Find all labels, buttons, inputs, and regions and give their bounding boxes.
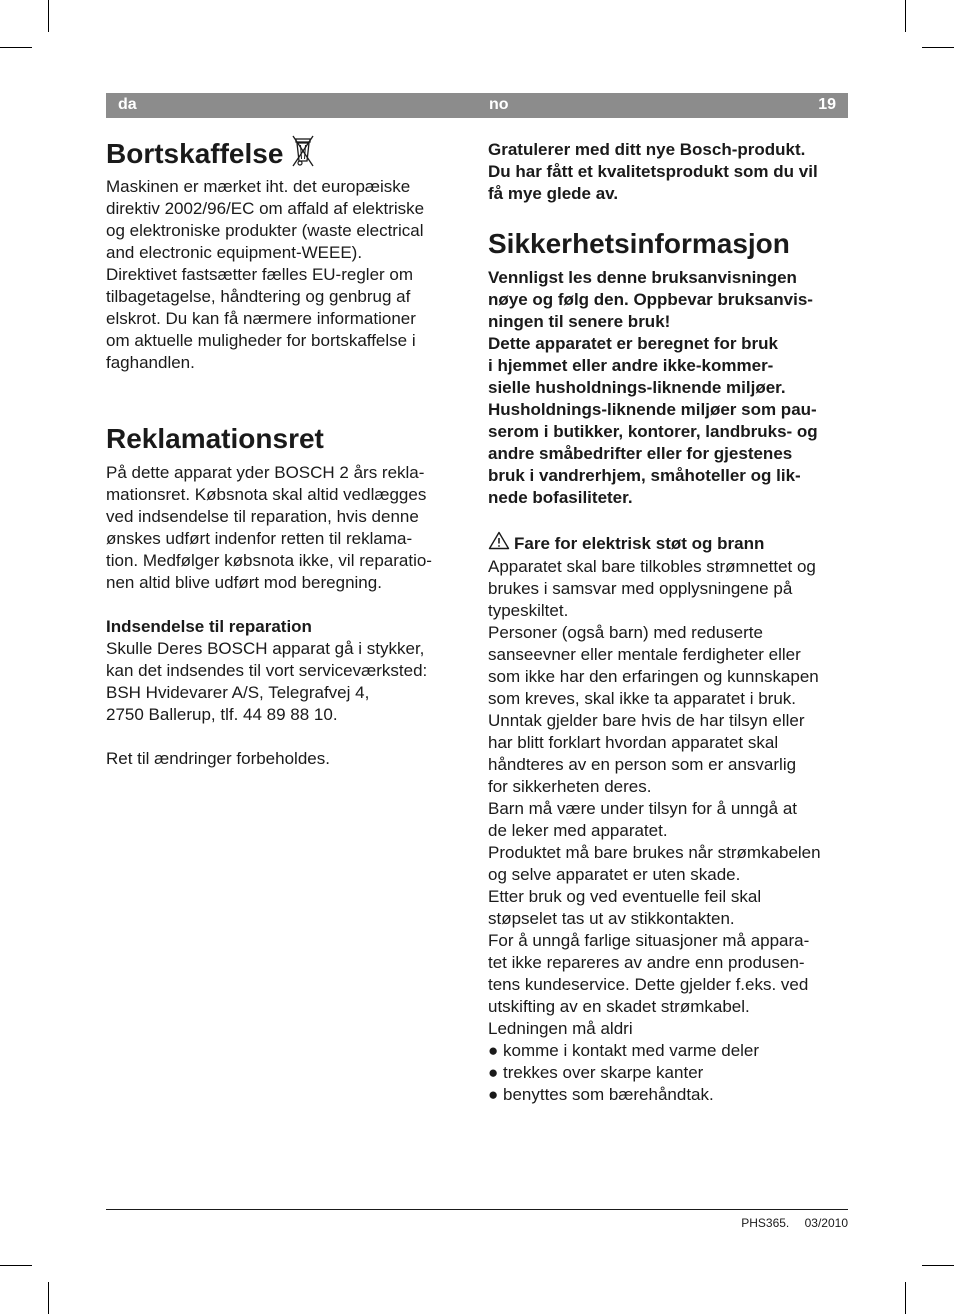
text-line: Produktet må bare brukes når strømkabelen	[488, 843, 821, 862]
text-line: andre småbedrifter eller for gjestenes	[488, 444, 793, 463]
crop-mark	[48, 1282, 49, 1314]
text-line: 2750 Ballerup, tlf. 44 89 88 10.	[106, 705, 338, 724]
warning-heading-text: Fare for elektrisk støt og brann	[514, 533, 765, 553]
text-line: om aktuelle muligheder for bortskaffelse i	[106, 331, 416, 350]
text-line: støpselet tas ut av stikkontakten.	[488, 909, 735, 928]
text-line: nen altid blive udført mod beregning.	[106, 573, 382, 592]
list-item: ● trekkes over skarpe kanter	[488, 1062, 850, 1084]
disposal-body	[106, 176, 464, 374]
text-line: ningen til senere bruk!	[488, 312, 671, 331]
page-header-bar	[106, 93, 848, 118]
text-line: de leker med apparatet.	[488, 821, 668, 840]
text-line: sielle husholdnings-liknende miljøer.	[488, 378, 786, 397]
text-line: Vennligst les denne bruksanvisningen	[488, 268, 797, 287]
text-line: direktiv 2002/96/EC om affald af elektriske	[106, 199, 425, 218]
crop-mark	[0, 47, 32, 48]
disposal-title-row	[106, 132, 464, 176]
text-line: Barn må være under tilsyn for å unngå at	[488, 799, 797, 818]
text-line: bruk i vandrerhjem, småhoteller og lik-	[488, 466, 801, 485]
text-line: i hjemmet eller andre ikke-kommer-	[488, 356, 774, 375]
crop-mark	[48, 0, 49, 32]
congratulations-intro	[488, 139, 850, 205]
text-line: og selve apparatet er uten skade.	[488, 865, 741, 884]
text-line: nede bofasiliteter.	[488, 488, 633, 507]
text-line: Unntak gjelder bare hvis de har tilsyn eller	[488, 711, 805, 730]
text-line: elskrot. Du kan få nærmere informationer	[106, 309, 416, 328]
text-line: Du har fått et kvalitetsprodukt som du vil	[488, 162, 818, 181]
text-line: Maskinen er mærket iht. det europæiske	[106, 177, 411, 196]
crop-mark	[905, 0, 906, 32]
text-line: Direktivet fastsætter fælles EU-regler om	[106, 265, 414, 284]
text-line: and electronic equipment-WEEE).	[106, 243, 363, 262]
left-column	[106, 132, 464, 770]
crop-mark	[0, 1265, 32, 1266]
electric-shock-warning-heading	[488, 531, 850, 556]
text-line: Skulle Deres BOSCH apparat gå i stykker,	[106, 639, 425, 658]
list-item: ● benyttes som bærehåndtak.	[488, 1084, 850, 1106]
text-line: Husholdnings-liknende miljøer som pau-	[488, 400, 817, 419]
changes-reserved-note: Ret til ændringer forbeholdes.	[106, 749, 330, 768]
warranty-heading: Reklamationsret	[106, 423, 324, 454]
crop-mark	[905, 1282, 906, 1314]
text-line: tet ikke repareres av andre enn produsen-	[488, 953, 805, 972]
page-number: 19	[818, 96, 836, 113]
text-line: typeskiltet.	[488, 601, 569, 620]
page-footer	[741, 1216, 848, 1230]
text-line: BSH Hvidevarer A/S, Telegrafvej 4,	[106, 683, 370, 702]
text-line: kan det indsendes til vort serviceværksted:	[106, 661, 428, 680]
text-line: for sikkerheten deres.	[488, 777, 652, 796]
safety-intro-bold	[488, 267, 850, 509]
text-line: tens kundeservice. Dette gjelder f.eks. ved	[488, 975, 809, 994]
repair-body	[106, 638, 464, 726]
text-line: ønskes udført indenfor retten til reklama-	[106, 529, 413, 548]
text-line: Dette apparatet er beregnet for bruk	[488, 334, 779, 353]
safety-body	[488, 556, 850, 1040]
text-line: Apparatet skal bare tilkobles strømnettet og	[488, 557, 816, 576]
text-line: ved indsendelse til reparation, hvis denne	[106, 507, 419, 526]
repair-subheading: Indsendelse til reparation	[106, 617, 312, 636]
text-line: Ledningen må aldri	[488, 1019, 633, 1038]
crossed-out-wheelie-bin-icon	[291, 134, 315, 174]
text-line: For å unngå farlige situasjoner må appara-	[488, 931, 810, 950]
warranty-body	[106, 462, 464, 594]
text-line: få mye glede av.	[488, 184, 619, 203]
right-column	[488, 132, 850, 1106]
disposal-heading: Bortskaffelse	[106, 138, 284, 169]
text-line: tilbagetagelse, håndtering og genbrug af	[106, 287, 411, 306]
text-line: Personer (også barn) med reduserte	[488, 623, 763, 642]
cord-rules-list	[488, 1040, 850, 1106]
text-line: serom i butikker, kontorer, landbruks- og	[488, 422, 818, 441]
text-line: Gratulerer med ditt nye Bosch-produkt.	[488, 140, 806, 159]
text-line: håndteres av en person som er ansvarlig	[488, 755, 797, 774]
text-line: tion. Medfølger købsnota ikke, vil reparatio-	[106, 551, 432, 570]
text-line: som kreves, skal ikke ta apparatet i bruk.	[488, 689, 797, 708]
text-line: faghandlen.	[106, 353, 195, 372]
list-item: ● komme i kontakt med varme deler	[488, 1040, 850, 1062]
language-tag-no: no	[489, 96, 509, 113]
text-line: På dette apparat yder BOSCH 2 års rekla-	[106, 463, 425, 482]
text-line: nøye og følg den. Oppbevar bruksanvis-	[488, 290, 813, 309]
language-tag-da: da	[118, 96, 137, 113]
text-line: utskifting av en skadet strømkabel.	[488, 997, 750, 1016]
text-line: Etter bruk og ved eventuelle feil skal	[488, 887, 762, 906]
text-line: som ikke har den erfaringen og kunnskapen	[488, 667, 819, 686]
text-line: og elektroniske produkter (waste electrical	[106, 221, 424, 240]
edition-date: 03/2010	[804, 1216, 848, 1230]
text-line: mationsret. Købsnota skal altid vedlægges	[106, 485, 427, 504]
warning-triangle-icon	[488, 531, 510, 556]
crop-mark	[922, 47, 954, 48]
model-number: PHS365.	[741, 1216, 790, 1230]
safety-heading: Sikkerhetsinformasjon	[488, 228, 790, 259]
footer-rule	[106, 1209, 848, 1210]
text-line: har blitt forklart hvordan apparatet skal	[488, 733, 779, 752]
text-line: sanseevner eller mentale ferdigheter eller	[488, 645, 801, 664]
text-line: brukes i samsvar med opplysningene på	[488, 579, 793, 598]
crop-mark	[922, 1265, 954, 1266]
